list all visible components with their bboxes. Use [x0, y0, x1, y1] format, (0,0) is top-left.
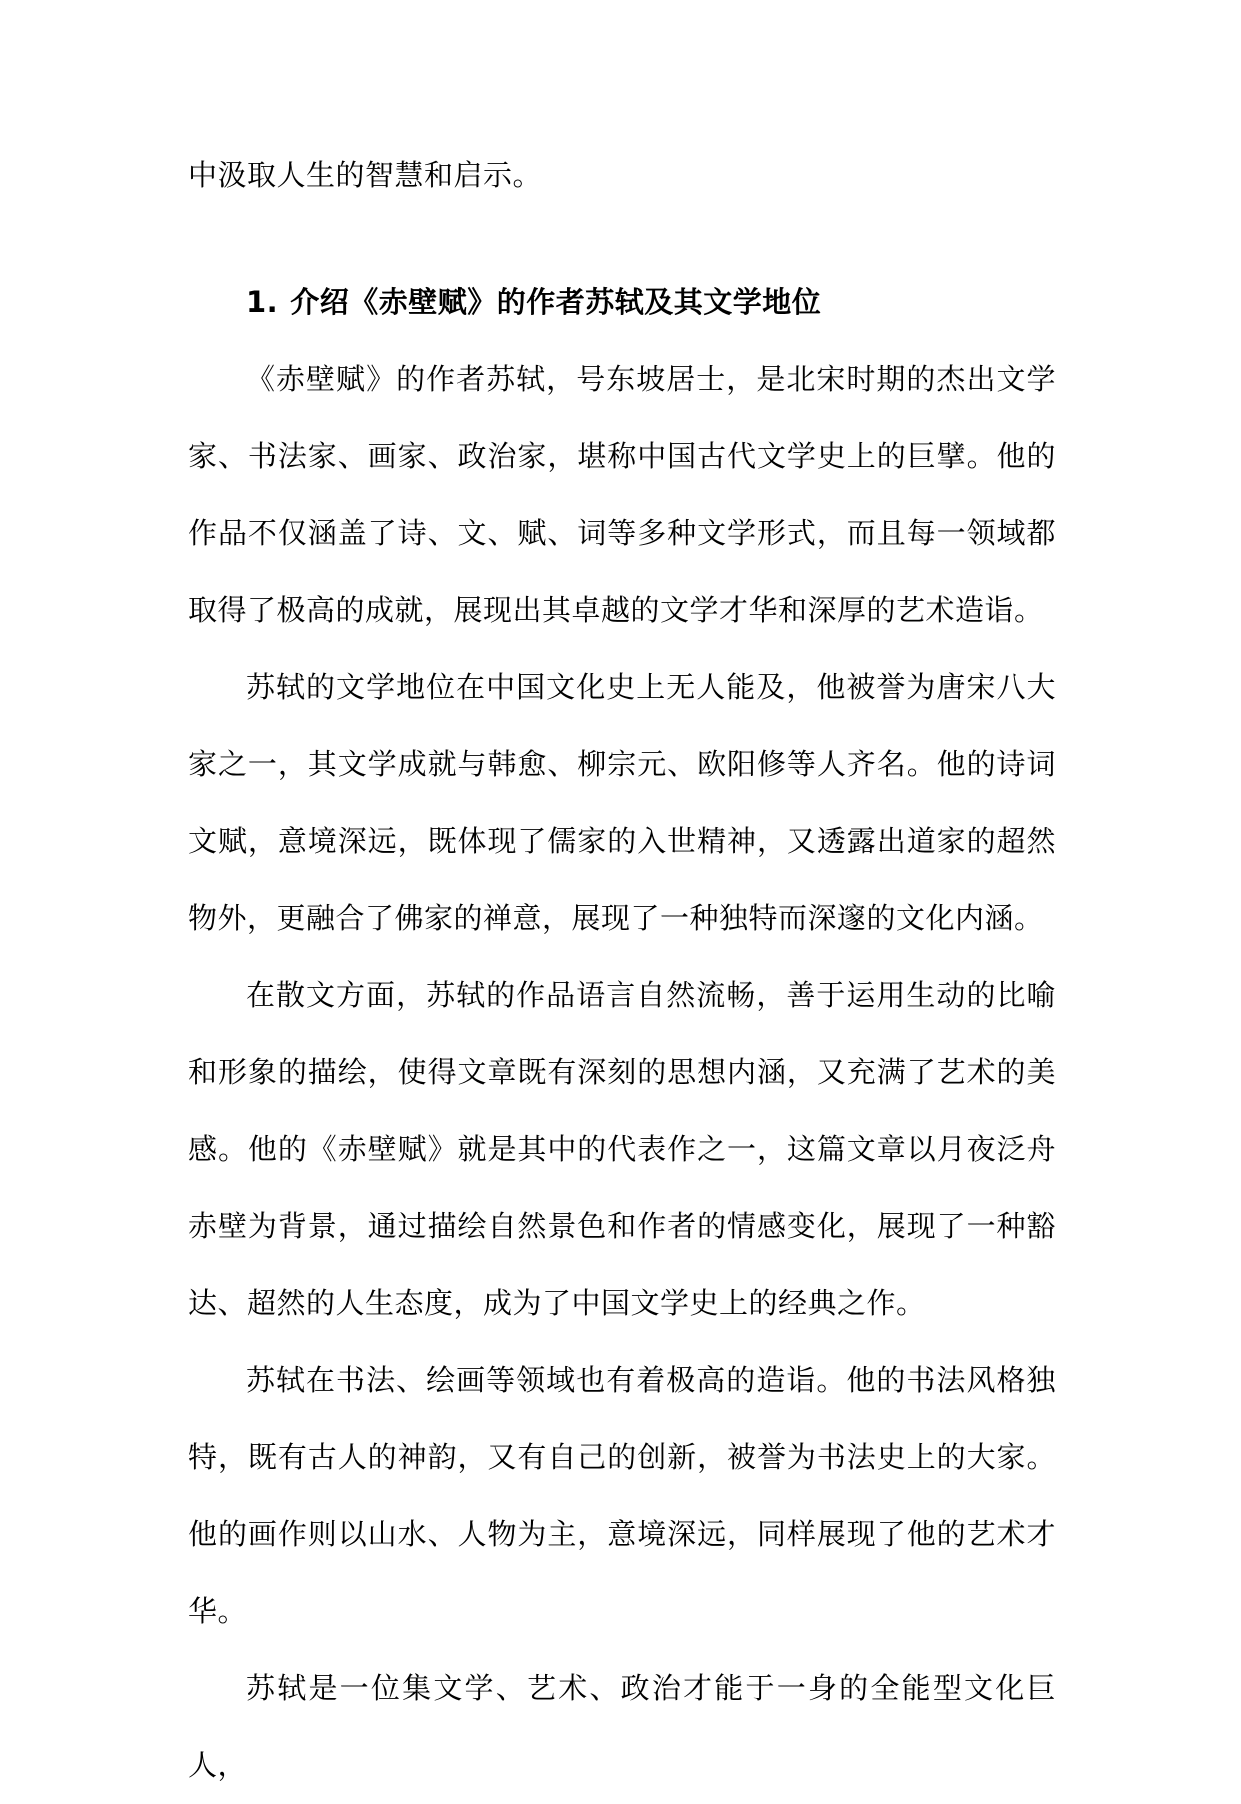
section-number: 1. [246, 285, 279, 319]
paragraph: 苏轼是一位集文学、艺术、政治才能于一身的全能型文化巨人， [188, 1671, 1056, 1782]
paragraph: 苏轼的文学地位在中国文化史上无人能及，他被誉为唐宋八大家之一，其文学成就与韩愈、柳宗元、欧阳修等人齐名。他的诗词文赋，意境深远，既体现了儒家的入世精神，又透露出道家的超然物外，更融合了佛家的禅意，展现了一种独特而深邃的文化内涵。 [188, 670, 1056, 935]
continuation-text: 中汲取人生的智慧和启示。 [188, 158, 543, 192]
paragraph: 《赤壁赋》的作者苏轼，号东坡居士，是北宋时期的杰出文学家、书法家、画家、政治家，堪称中国古代文学史上的巨擘。他的作品不仅涵盖了诗、文、赋、词等多种文学形式，而且每一领域都取得了极高的成就，展现出其卓越的文学才华和深厚的艺术造诣。 [188, 362, 1056, 627]
paragraph: 在散文方面，苏轼的作品语言自然流畅，善于运用生动的比喻和形象的描绘，使得文章既有深刻的思想内涵，又充满了艺术的美感。他的《赤壁赋》就是其中的代表作之一，这篇文章以月夜泛舟赤壁为背景，通过描绘自然景色和作者的情感变化，展现了一种豁达、超然的人生态度，成为了中国文学史上的经典之作。 [188, 978, 1056, 1320]
section-heading [188, 264, 1056, 341]
document-body [188, 137, 1056, 1804]
paragraph: 苏轼在书法、绘画等领域也有着极高的造诣。他的书法风格独特，既有古人的神韵，又有自己的创新，被誉为书法史上的大家。他的画作则以山水、人物为主，意境深远，同样展现了他的艺术才华。 [188, 1363, 1056, 1628]
section-title: 介绍《赤壁赋》的作者苏轼及其文学地位 [290, 285, 822, 319]
